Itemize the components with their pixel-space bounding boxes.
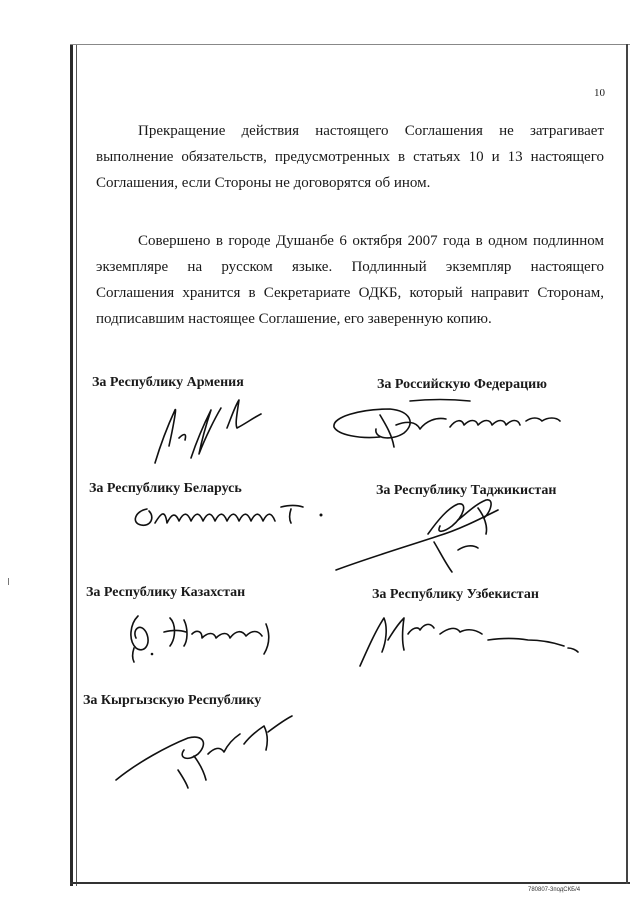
page-border-top — [70, 44, 630, 45]
paragraph-done-in — [96, 228, 604, 332]
page-border-left — [70, 44, 73, 886]
page-border-left-inner — [76, 44, 77, 886]
text-line: экземпляре на русском языке. Подлинный экземпляр настоящего — [96, 259, 604, 275]
text-line: подписавшим настоящее Соглашение, его заверенную копию. — [96, 311, 492, 327]
footer-document-code: 780807-3подСКБ/4 — [528, 887, 581, 893]
signature-kyrgyzstan — [108, 710, 308, 795]
signatory-label-belarus: За Республику Беларусь — [89, 481, 242, 496]
signatory-label-tajikistan: За Республику Таджикистан — [376, 483, 557, 498]
signature-uzbekistan — [352, 600, 582, 675]
signatory-label-uzbekistan: За Республику Узбекистан — [372, 587, 539, 602]
signatory-label-kazakhstan: За Республику Казахстан — [86, 585, 246, 600]
signatory-label-armenia: За Республику Армения — [92, 375, 244, 390]
text-line: Прекращение действия настоящего Соглашения не затрагивает — [138, 123, 604, 139]
signature-russia — [320, 395, 580, 460]
paragraph-termination — [96, 118, 604, 196]
signature-tajikistan — [328, 490, 528, 590]
signature-kazakhstan — [118, 604, 288, 664]
signatory-label-russia: За Российскую Федерацию — [377, 377, 547, 392]
text-line: Совершено в городе Душанбе 6 октября 2007 года в одном подлинном — [138, 233, 604, 249]
scan-mark — [8, 578, 9, 585]
text-line: выполнение обязательств, предусмотренных в статьях 10 и 13 настоящего — [96, 149, 604, 165]
page-number: 10 — [594, 87, 605, 99]
text-line: Соглашения, если Стороны не договорятся об ином. — [96, 175, 431, 191]
page-border-right — [626, 44, 628, 884]
signature-armenia — [135, 388, 275, 473]
page-border-bottom — [70, 882, 630, 884]
text-line: Соглашения хранится в Секретариате ОДКБ, который направит Сторонам, — [96, 285, 604, 301]
signatory-label-kyrgyzstan: За Кыргызскую Республику — [83, 693, 262, 708]
signature-belarus — [125, 497, 340, 537]
